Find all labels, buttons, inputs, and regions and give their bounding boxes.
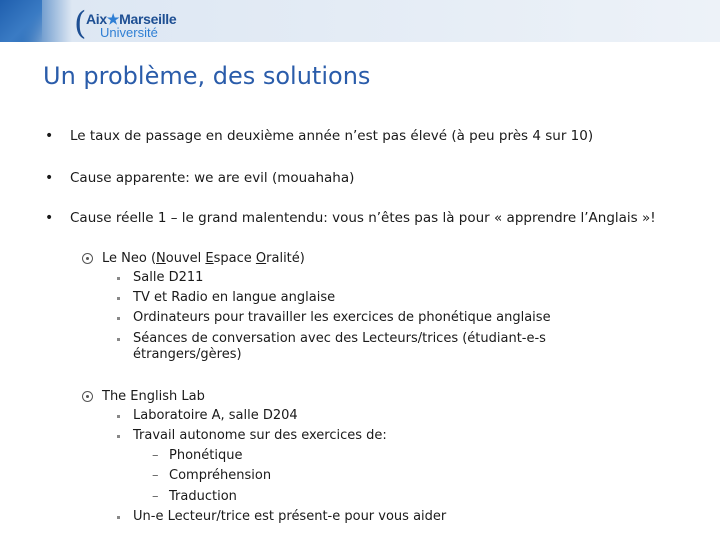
lab-subitem: Phonétique <box>169 448 243 463</box>
bullet-text: Le taux de passage en deuxième année n’est pas élevé (à peu près 4 sur 10) <box>70 128 594 144</box>
university-logo <box>74 4 184 42</box>
bullet-dot-icon: • <box>45 170 54 186</box>
square-bullet-icon <box>117 317 120 320</box>
square-bullet-icon <box>117 338 120 341</box>
neo-item: Séances de conversation avec des Lecteurs/trices (étudiant-e-s <box>133 331 546 346</box>
square-bullet-icon <box>117 415 120 418</box>
lab-item: Un-e Lecteur/trice est présent-e pour vous aider <box>133 509 447 524</box>
target-bullet-icon <box>82 391 93 402</box>
neo-item: Salle D211 <box>133 270 204 285</box>
neo-item: Ordinateurs pour travailler les exercices de phonétique anglaise <box>133 310 551 325</box>
lab-subitem: Compréhension <box>169 468 272 483</box>
lab-item: Travail autonome sur des exercices de: <box>133 428 387 443</box>
neo-item: TV et Radio en langue anglaise <box>133 290 336 305</box>
target-bullet-icon <box>82 253 93 264</box>
neo-item-continuation: étrangers/gères) <box>133 347 242 362</box>
bullet-text: Cause apparente: we are evil (mouahaha) <box>70 170 355 186</box>
square-bullet-icon <box>117 435 120 438</box>
dash-bullet-icon: – <box>152 468 159 483</box>
square-bullet-icon <box>117 297 120 300</box>
bullet-dot-icon: • <box>45 210 54 226</box>
logo-subtitle: Université <box>100 25 158 40</box>
square-bullet-icon <box>117 277 120 280</box>
logo-bracket: ( <box>74 4 87 42</box>
header-corner-accent <box>0 0 42 42</box>
lab-subitem: Traduction <box>169 489 237 504</box>
square-bullet-icon <box>117 516 120 519</box>
dash-bullet-icon: – <box>152 448 159 463</box>
bullet-dot-icon: • <box>45 128 54 144</box>
lab-item: Laboratoire A, salle D204 <box>133 408 298 423</box>
bullet-text: Cause réelle 1 – le grand malentendu: vous n’êtes pas là pour « apprendre l’Anglais »! <box>70 210 656 226</box>
logo-star-icon: ★ <box>106 11 120 27</box>
slide-title: Un problème, des solutions <box>43 62 371 90</box>
dash-bullet-icon: – <box>152 489 159 504</box>
logo-name: Aix★Marseille <box>86 11 177 27</box>
